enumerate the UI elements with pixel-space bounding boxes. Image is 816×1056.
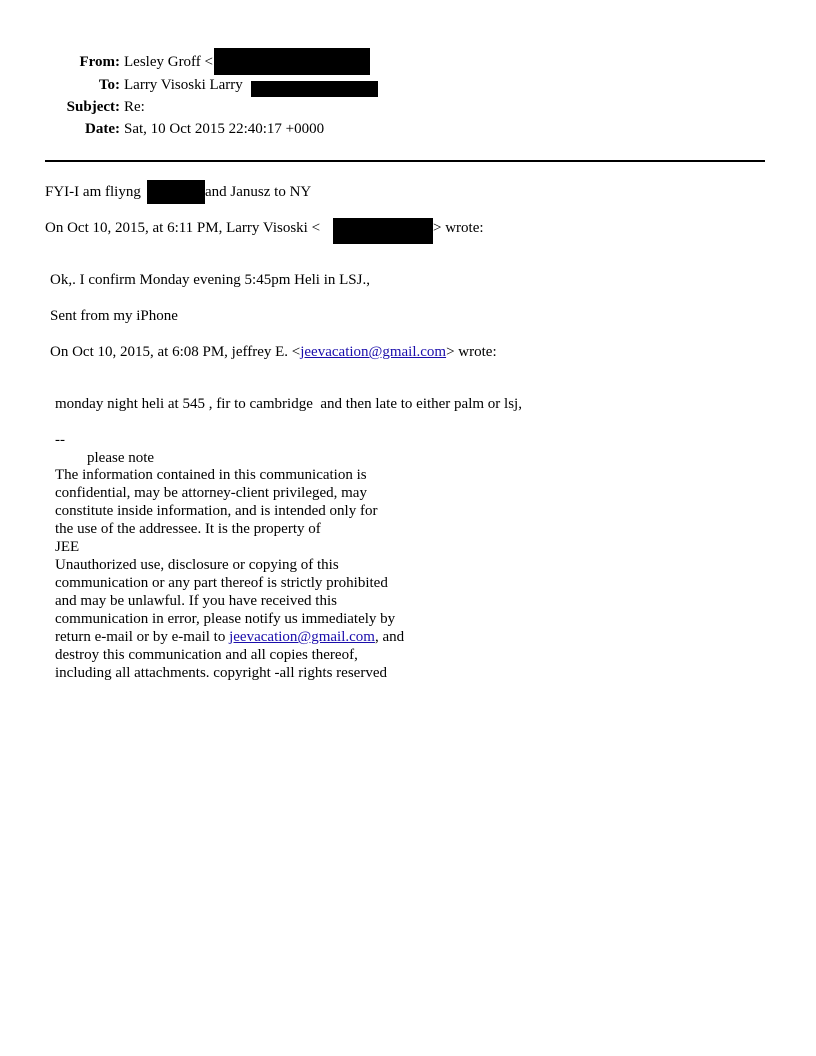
disclaimer-line: constitute inside information, and is intended only for [55, 503, 378, 519]
disclaimer-line: Unauthorized use, disclosure or copying of this [55, 557, 339, 573]
from-value: Lesley Groff < [124, 54, 213, 70]
fyi-text-after: and Janusz to NY [205, 184, 312, 200]
email-link[interactable]: jeevacation@gmail.com [300, 344, 447, 360]
quote-jeffrey-wrote [50, 343, 497, 361]
larry-wrote-before: On Oct 10, 2015, at 6:11 PM, Larry Visoski < [45, 220, 321, 236]
disclaimer-line: The information contained in this communication is [55, 467, 367, 483]
header-subject-row [0, 97, 816, 117]
please-note-text: please note [87, 450, 155, 466]
disclaimer-line: communication or any part thereof is strictly prohibited [55, 575, 388, 591]
redaction-box [333, 218, 433, 244]
disclaimer-line: and may be unlawful. If you have received this [55, 593, 337, 609]
disclaimer-line: the use of the addressee. It is the property of [55, 521, 321, 537]
to-label: To: [98, 77, 120, 93]
quote-heli-plan [55, 395, 522, 413]
header-date-row [0, 119, 816, 139]
sent-from-iphone: Sent from my iPhone [50, 308, 178, 324]
disclaimer-email-after: , and [374, 629, 405, 645]
heli-plan-text: monday night heli at 545 , fir to cambridge and then late to either palm or lsj, [55, 396, 522, 412]
disclaimer-line: confidential, may be attorney-client privileged, may [55, 485, 367, 501]
quote-confirm [50, 271, 370, 289]
dashes-text: -- [55, 432, 65, 448]
please-note-line [87, 449, 154, 467]
from-label: From: [79, 54, 120, 70]
body-line-larry-wrote-after [433, 219, 484, 237]
larry-wrote-after: > wrote: [433, 220, 484, 236]
redaction-box [214, 48, 370, 75]
body-line-fyi [45, 183, 141, 201]
to-value: Larry Visoski Larry [124, 77, 243, 93]
jeffrey-wrote-after: > wrote: [446, 344, 497, 360]
disclaimer-line: communication in error, please notify us immediately by [55, 611, 396, 627]
fyi-text-before: FYI-I am fliyng [45, 184, 141, 200]
body-line-larry-wrote [45, 219, 320, 237]
subject-value: Re: [124, 99, 145, 115]
header-to-row [0, 75, 816, 95]
header-divider [45, 160, 765, 162]
date-value: Sat, 10 Oct 2015 22:40:17 +0000 [124, 121, 325, 137]
body-line-fyi-after [205, 183, 311, 201]
disclaimer-line-email [55, 628, 404, 646]
disclaimer-email-link[interactable]: jeevacation@gmail.com [229, 629, 375, 645]
jeffrey-wrote-before: On Oct 10, 2015, at 6:08 PM, jeffrey E. < [50, 344, 301, 360]
subject-label: Subject: [66, 99, 120, 115]
disclaimer-line: destroy this communication and all copies thereof, [55, 647, 358, 663]
redaction-box [147, 180, 205, 204]
date-label: Date: [85, 121, 120, 137]
redaction-box [251, 81, 378, 97]
signature-dashes [55, 431, 65, 449]
header-from-row [0, 52, 816, 72]
quote-signature [50, 307, 178, 325]
confirm-text: Ok,. I confirm Monday evening 5:45pm Heli in LSJ., [50, 272, 370, 288]
disclaimer-line: including all attachments. copyright -all rights reserved [55, 665, 387, 681]
disclaimer-line: JEE [55, 539, 80, 555]
disclaimer-email-before: return e-mail or by e-mail to [55, 629, 230, 645]
disclaimer-block [55, 466, 404, 682]
